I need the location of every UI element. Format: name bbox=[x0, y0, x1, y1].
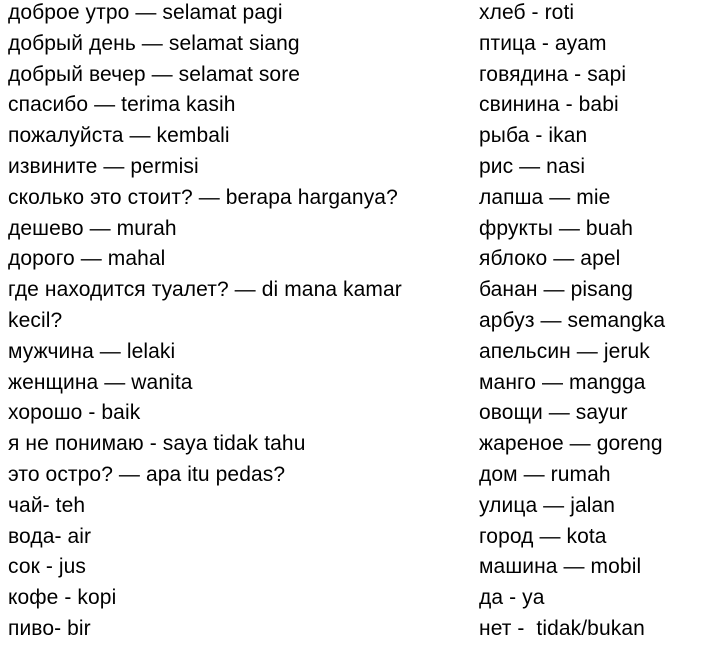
phrase-line: чай- teh bbox=[8, 493, 86, 517]
phrase-line: яблоко — apel bbox=[479, 247, 621, 271]
phrase-line: лапша — mie bbox=[479, 185, 611, 209]
phrase-line: птица - ayam bbox=[479, 31, 607, 55]
phrase-line: хлеб - roti bbox=[479, 1, 575, 24]
phrase-line: мужчина — lelaki bbox=[8, 339, 176, 363]
phrase-line: рис — nasi bbox=[479, 154, 586, 178]
left-phrase-column bbox=[8, 0, 470, 645]
phrase-line: пожалуйста — kembali bbox=[8, 124, 230, 148]
phrase-line: вода- air bbox=[8, 524, 92, 548]
phrase-line: овощи — sayur bbox=[479, 401, 628, 425]
phrase-line: нет - tidak/bukan bbox=[479, 616, 645, 640]
phrase-line: машина — mobil bbox=[479, 555, 642, 579]
phrase-line: манго — mangga bbox=[479, 370, 646, 394]
right-phrase-column bbox=[479, 0, 701, 645]
phrase-line: апельсин — jeruk bbox=[479, 339, 650, 363]
phrase-line: улица — jalan bbox=[479, 493, 616, 517]
phrase-line: арбуз — semangka bbox=[479, 308, 666, 332]
phrase-line: кофе - kopi bbox=[8, 586, 117, 610]
phrase-line: извините — permisi bbox=[8, 154, 199, 178]
phrase-line: дом — rumah bbox=[479, 462, 611, 486]
phrase-line: я не понимаю - saya tidak tahu bbox=[8, 432, 306, 456]
phrase-line: kecil? bbox=[8, 308, 63, 332]
phrase-line: да - ya bbox=[479, 586, 545, 610]
phrase-line: дорого — mahal bbox=[8, 247, 166, 271]
phrase-line: женщина — wanita bbox=[8, 370, 193, 394]
phrase-line: хорошо - baik bbox=[8, 401, 141, 425]
phrase-line: где находится туалет? — di mana kamar bbox=[8, 278, 402, 302]
phrase-line: банан — pisang bbox=[479, 278, 634, 302]
phrase-line: сколько это стоит? — berapa harganya? bbox=[8, 185, 398, 209]
phrase-line: говядина - sapi bbox=[479, 62, 627, 86]
phrase-line: город — kota bbox=[479, 524, 607, 548]
phrase-line: фрукты — buah bbox=[479, 216, 634, 240]
phrase-line: добрый день — selamat siang bbox=[8, 31, 300, 55]
phrase-line: свинина - babi bbox=[479, 93, 619, 117]
phrase-line: доброе утро — selamat pagi bbox=[8, 1, 283, 24]
phrase-line: жареное — goreng bbox=[479, 432, 663, 456]
phrase-line: добрый вечер — selamat sore bbox=[8, 62, 301, 86]
phrase-line: пиво- bir bbox=[8, 616, 91, 640]
phrase-line: это остро? — apa itu pedas? bbox=[8, 462, 286, 486]
phrase-line: рыба - ikan bbox=[479, 124, 588, 148]
phrase-line: дешево — murah bbox=[8, 216, 177, 240]
phrase-line: сок - jus bbox=[8, 555, 87, 579]
phrase-line: спасибо — terima kasih bbox=[8, 93, 236, 117]
